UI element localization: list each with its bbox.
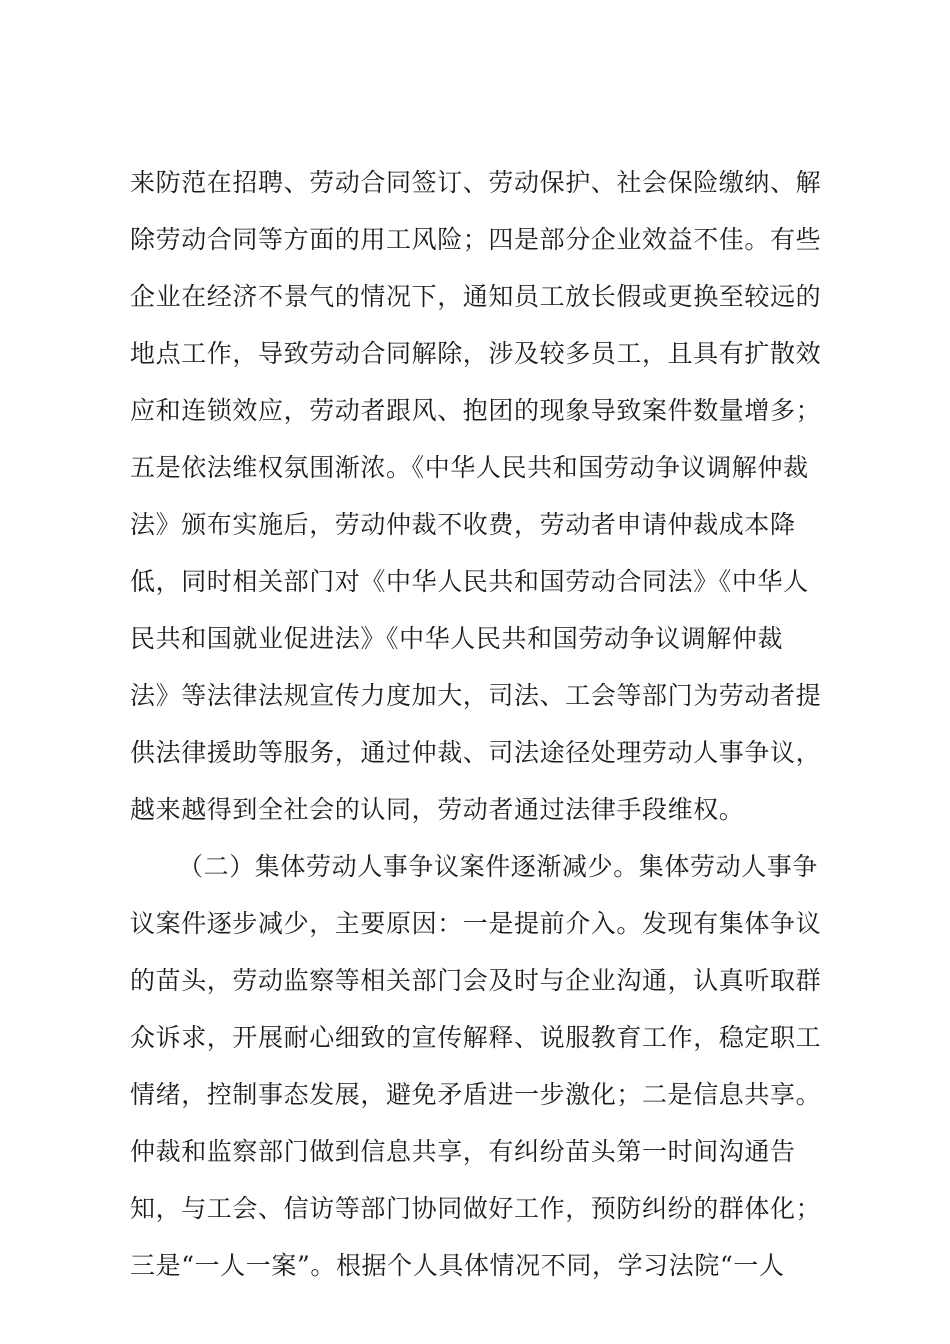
- text-line: 低，同时相关部门对《中华人民共和国劳动合同法》《中华人: [130, 567, 809, 596]
- text-line: 越来越得到全社会的认同，劳动者通过法律手段维权。: [130, 795, 745, 824]
- text-line: 企业在经济不景气的情况下，通知员工放长假或更换至较远的: [130, 282, 822, 311]
- text-line: 应和连锁效应，劳动者跟风、抱团的现象导致案件数量增多；: [130, 396, 822, 425]
- text-line: 知，与工会、信访等部门协同做好工作，预防纠纷的群体化；: [130, 1194, 822, 1223]
- section-heading-line: （二）集体劳动人事争议案件逐渐减少。集体劳动人事争: [178, 852, 819, 881]
- text-line: 法》颁布实施后，劳动仲裁不收费，劳动者申请仲裁成本降: [130, 510, 796, 539]
- text-line: 情绪，控制事态发展，避免矛盾进一步激化；二是信息共享。: [130, 1080, 822, 1109]
- text-line: 除劳动合同等方面的用工风险；四是部分企业效益不佳。有些: [130, 225, 822, 254]
- text-line: 来防范在招聘、劳动合同签订、劳动保护、社会保险缴纳、解: [130, 168, 822, 197]
- text-line: 供法律援助等服务，通过仲裁、司法途径处理劳动人事争议，: [130, 738, 822, 767]
- text-line: 仲裁和监察部门做到信息共享，有纠纷苗头第一时间沟通告: [130, 1137, 796, 1166]
- text-line: 五是依法维权氛围渐浓。《中华人民共和国劳动争议调解仲裁: [130, 453, 809, 482]
- text-line: 的苗头，劳动监察等相关部门会及时与企业沟通，认真听取群: [130, 966, 822, 995]
- text-line: 法》等法律法规宣传力度加大，司法、工会等部门为劳动者提: [130, 681, 822, 710]
- text-line: 议案件逐步减少，主要原因：一是提前介入。发现有集体争议: [130, 909, 822, 938]
- text-line: 众诉求，开展耐心细致的宣传解释、说服教育工作，稳定职工: [130, 1023, 822, 1052]
- text-line: 地点工作，导致劳动合同解除，涉及较多员工，且具有扩散效: [130, 339, 822, 368]
- text-line: 民共和国就业促进法》《中华人民共和国劳动争议调解仲裁: [130, 624, 784, 653]
- text-line: 三是“一人一案”。根据个人具体情况不同，学习法院“一人: [130, 1251, 785, 1280]
